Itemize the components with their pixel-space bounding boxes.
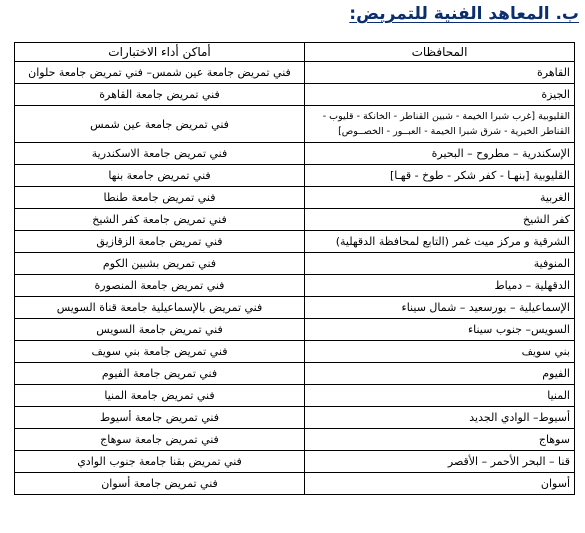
exam-place-cell: فني تمريض بشبين الكوم <box>15 253 305 275</box>
exam-place-cell: فني تمريض جامعة سوهاج <box>15 429 305 451</box>
governorate-cell: أسيوط– الوادي الجديد <box>305 407 575 429</box>
table-row <box>15 297 575 319</box>
exam-place-cell: فني تمريض جامعة عين شمس <box>15 106 305 143</box>
table-row <box>15 407 575 429</box>
table-row <box>15 319 575 341</box>
table-row <box>15 253 575 275</box>
governorate-cell: الشرقية و مركز ميت غمر (التابع لمحافظة الدقهلية) <box>305 231 575 253</box>
table-row <box>15 62 575 84</box>
table-row <box>15 385 575 407</box>
governorate-cell: الإسكندرية – مطروح – البحيرة <box>305 143 575 165</box>
exam-place-cell: فني تمريض جامعة طنطا <box>15 187 305 209</box>
table-row <box>15 275 575 297</box>
table-row <box>15 209 575 231</box>
table-row <box>15 106 575 143</box>
exam-place-cell: فني تمريض جامعة بنها <box>15 165 305 187</box>
exam-place-cell: فني تمريض جامعة بني سويف <box>15 341 305 363</box>
governorate-cell: أسوان <box>305 473 575 495</box>
exam-place-cell: فني تمريض جامعة أسيوط <box>15 407 305 429</box>
table-row <box>15 363 575 385</box>
section-heading: ب. المعاهد الفنية للتمريض: <box>349 4 579 24</box>
governorate-cell: الإسماعيلية – بورسعيد – شمال سيناء <box>305 297 575 319</box>
exam-places-column-header: أماكن أداء الاختبارات <box>15 43 305 62</box>
governorate-cell: القاهرة <box>305 62 575 84</box>
exam-place-cell: فني تمريض بقنا جامعة جنوب الوادي <box>15 451 305 473</box>
table-row <box>15 429 575 451</box>
exam-place-cell: فني تمريض جامعة عين شمس– فني تمريض جامعة حلوان <box>15 62 305 84</box>
governorates-column-header: المحافظات <box>305 43 575 62</box>
governorate-cell: المنوفية <box>305 253 575 275</box>
table-row <box>15 451 575 473</box>
table-row <box>15 165 575 187</box>
table-row <box>15 341 575 363</box>
governorate-cell: سوهاج <box>305 429 575 451</box>
table-row <box>15 231 575 253</box>
exam-place-cell: فني تمريض جامعة المنصورة <box>15 275 305 297</box>
table-row <box>15 84 575 106</box>
exam-place-cell: فني تمريض جامعة الاسكندرية <box>15 143 305 165</box>
table-row <box>15 473 575 495</box>
table-row <box>15 187 575 209</box>
governorate-cell: القليوبية [غرب شبرا الخيمة - شبين القناطر - الخانكة - قليوب - القناطر الخيرية - شرق شبرا الخيمة - العبــور - الخصــوص] <box>305 106 575 143</box>
table-row <box>15 143 575 165</box>
governorate-cell: القليوبية [بنهـا - كفر شكر - طوخ - قهـا] <box>305 165 575 187</box>
governorate-cell: الغربية <box>305 187 575 209</box>
governorate-cell: كفر الشيخ <box>305 209 575 231</box>
institutes-table <box>14 42 575 495</box>
exam-place-cell: فني تمريض جامعة القاهرة <box>15 84 305 106</box>
governorate-cell: بني سويف <box>305 341 575 363</box>
exam-place-cell: فني تمريض جامعة الزقازيق <box>15 231 305 253</box>
governorate-cell: الفيوم <box>305 363 575 385</box>
governorate-cell: الدقهلية – دمياط <box>305 275 575 297</box>
governorate-cell: المنيا <box>305 385 575 407</box>
governorate-cell: قنا – البحر الأحمر – الأقصر <box>305 451 575 473</box>
exam-place-cell: فني تمريض جامعة الفيوم <box>15 363 305 385</box>
governorate-cell: السويس– جنوب سيناء <box>305 319 575 341</box>
exam-place-cell: فني تمريض جامعة السويس <box>15 319 305 341</box>
governorate-cell: الجيزة <box>305 84 575 106</box>
exam-place-cell: فني تمريض جامعة المنيا <box>15 385 305 407</box>
exam-place-cell: فني تمريض بالإسماعيلية جامعة قناة السويس <box>15 297 305 319</box>
exam-place-cell: فني تمريض جامعة أسوان <box>15 473 305 495</box>
exam-place-cell: فني تمريض جامعة كفر الشيخ <box>15 209 305 231</box>
table-header-row <box>15 43 575 62</box>
